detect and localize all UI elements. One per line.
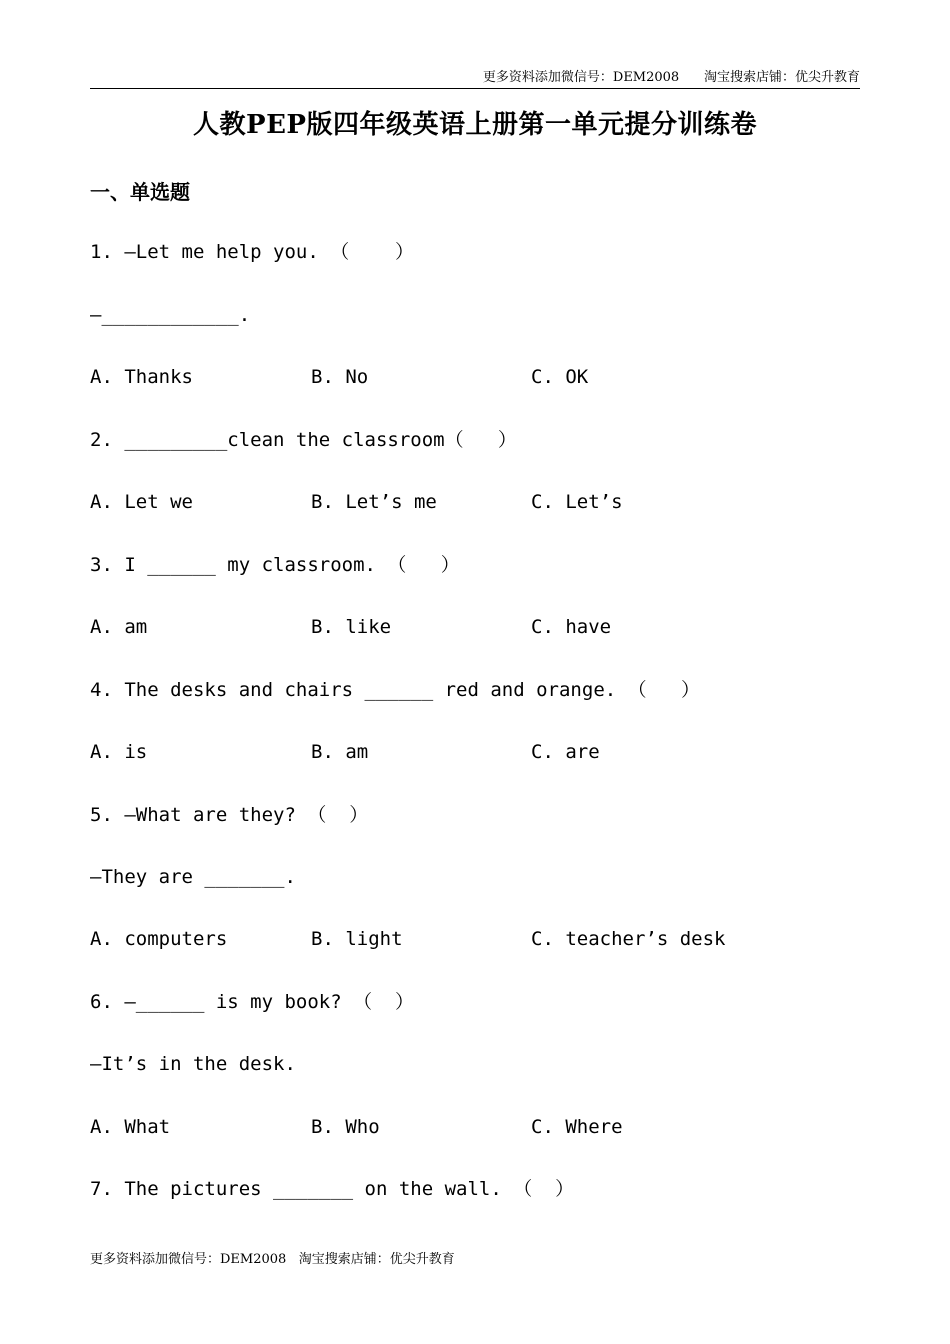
question-2-option-a: A. Let we: [90, 491, 193, 513]
page-header: 更多资料添加微信号：DEM2008 淘宝搜索店铺：优尖升教育: [482, 70, 860, 85]
page-footer: 更多资料添加微信号：DEM2008 淘宝搜索店铺：优尖升教育: [90, 1252, 455, 1267]
question-1-stem: 1. —Let me help you. （ ）: [90, 241, 414, 263]
question-2-option-b: B. Let’s me: [311, 491, 437, 513]
question-6-stem: 6. —______ is my book? （ ）: [90, 991, 414, 1013]
question-4-option-c: C. are: [531, 741, 600, 763]
header-divider: [90, 88, 860, 89]
question-7-stem: 7. The pictures _______ on the wall. （ ）: [90, 1178, 575, 1200]
question-4-option-b: B. am: [311, 741, 369, 763]
question-1-answer-line: —____________.: [90, 304, 251, 326]
question-4-stem: 4. The desks and chairs ______ red and orange. （ ）: [90, 679, 700, 701]
document-title: 人教PEP版四年级英语上册第一单元提分训练卷: [193, 110, 757, 140]
question-5-option-a: A. computers: [90, 928, 228, 950]
section-heading: 一、单选题: [90, 180, 190, 204]
question-1-option-b: B. No: [311, 366, 369, 388]
question-1-option-c: C. OK: [531, 366, 589, 388]
question-2-stem: 2. _________clean the classroom（ ）: [90, 429, 517, 451]
question-6-option-a: A. What: [90, 1116, 171, 1138]
question-3-stem: 3. I ______ my classroom. （ ）: [90, 554, 460, 576]
question-5-option-c: C. teacher’s desk: [531, 928, 726, 950]
question-5-answer-line: —They are _______.: [90, 866, 296, 888]
question-6-option-b: B. Who: [311, 1116, 380, 1138]
question-3-option-b: B. like: [311, 616, 392, 638]
question-3-option-a: A. am: [90, 616, 148, 638]
question-1-option-a: A. Thanks: [90, 366, 193, 388]
question-4-option-a: A. is: [90, 741, 148, 763]
question-6-option-c: C. Where: [531, 1116, 623, 1138]
question-6-answer-line: —It’s in the desk.: [90, 1053, 296, 1075]
question-3-option-c: C. have: [531, 616, 612, 638]
question-5-option-b: B. light: [311, 928, 403, 950]
question-5-stem: 5. —What are they? （ ）: [90, 804, 369, 826]
question-2-option-c: C. Let’s: [531, 491, 623, 513]
